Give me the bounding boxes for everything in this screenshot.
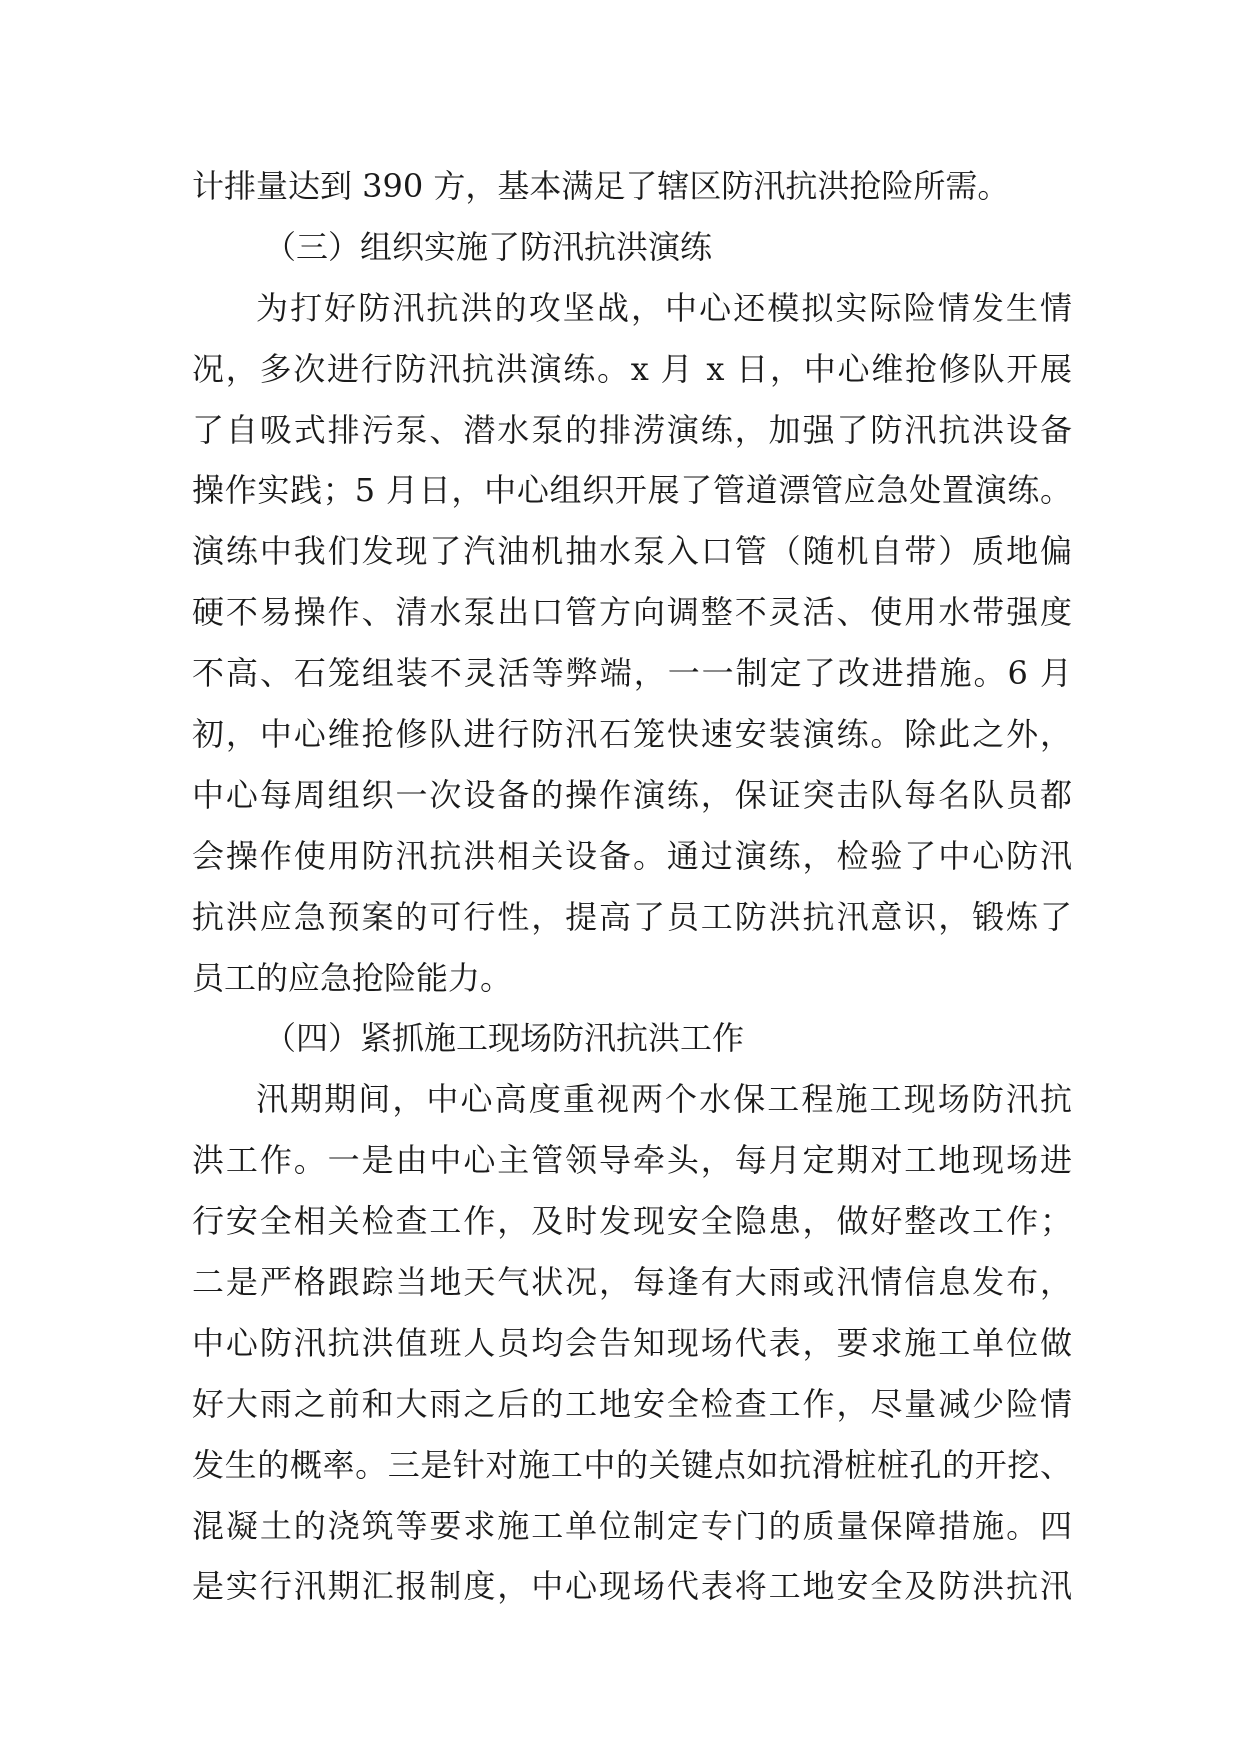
- text-line: 演练中我们发现了汽油机抽水泵入口管（随机自带）质地偏: [192, 532, 1072, 571]
- text-line: 员工的应急抢险能力。: [192, 958, 513, 997]
- text-line: 不高、石笼组装不灵活等弊端，一一制定了改进措施。6 月: [192, 654, 1072, 693]
- text-line: 为打好防汛抗洪的攻坚战，中心还模拟实际险情发生情: [256, 288, 1072, 327]
- text-line: 操作实践；5 月日，中心组织开展了管道漂管应急处置演练。: [192, 471, 1072, 510]
- document-body: [192, 156, 1072, 1617]
- text-line: 好大雨之前和大雨之后的工地安全检查工作，尽量减少险情: [192, 1384, 1072, 1423]
- text-line: 况，多次进行防汛抗洪演练。x 月 x 日，中心维抢修队开展: [192, 349, 1072, 388]
- text-line: 汛期期间，中心高度重视两个水保工程施工现场防汛抗: [256, 1080, 1072, 1119]
- text-line: 行安全相关检查工作，及时发现安全隐患，做好整改工作；: [192, 1202, 1072, 1241]
- section-heading-4: （四）紧抓施工现场防汛抗洪工作: [264, 1019, 745, 1058]
- section-heading-3: （三）组织实施了防汛抗洪演练: [264, 227, 713, 266]
- text-line: 硬不易操作、清水泵出口管方向调整不灵活、使用水带强度: [192, 593, 1072, 632]
- text-line: 会操作使用防汛抗洪相关设备。通过演练，检验了中心防汛: [192, 836, 1072, 875]
- text-line: 抗洪应急预案的可行性，提高了员工防洪抗汛意识，锻炼了: [192, 897, 1072, 936]
- text-line: 了自吸式排污泵、潜水泵的排涝演练，加强了防汛抗洪设备: [192, 410, 1072, 449]
- text-line: 二是严格跟踪当地天气状况，每逢有大雨或汛情信息发布，: [192, 1263, 1072, 1302]
- text-line: 初，中心维抢修队进行防汛石笼快速安装演练。除此之外，: [192, 715, 1072, 754]
- text-line: 中心防汛抗洪值班人员均会告知现场代表，要求施工单位做: [192, 1323, 1072, 1362]
- text-line: 洪工作。一是由中心主管领导牵头，每月定期对工地现场进: [192, 1141, 1072, 1180]
- text-line: 发生的概率。三是针对施工中的关键点如抗滑桩桩孔的开挖、: [192, 1445, 1072, 1484]
- text-line: 中心每周组织一次设备的操作演练，保证突击队每名队员都: [192, 775, 1072, 814]
- text-line: 是实行汛期汇报制度，中心现场代表将工地安全及防洪抗汛: [192, 1567, 1072, 1606]
- text-line: 计排量达到 390 方，基本满足了辖区防汛抗洪抢险所需。: [192, 167, 1010, 205]
- text-line: 混凝土的浇筑等要求施工单位制定专门的质量保障措施。四: [192, 1506, 1072, 1545]
